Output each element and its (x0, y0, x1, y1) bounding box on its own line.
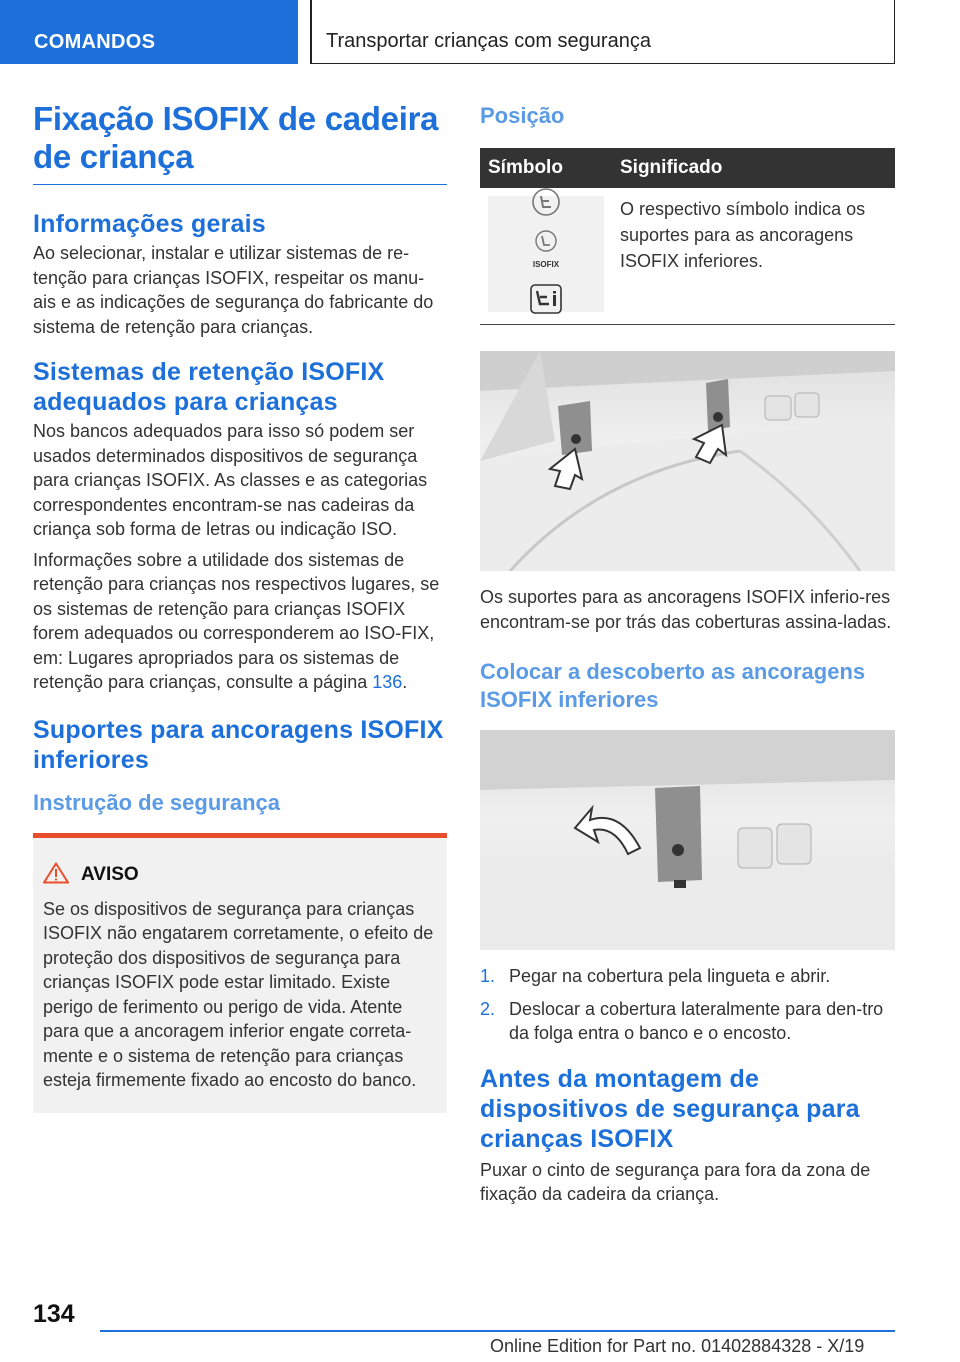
table-header-meaning: Significado (612, 148, 895, 188)
meaning-cell: O respectivo símbolo indica os suportes para as ancoragens ISOFIX inferiores. (612, 188, 895, 325)
right-column (480, 100, 895, 1207)
heading-uncover-anchors: Colocar a descoberto as ancoragens ISOFIX inferiores (480, 659, 866, 712)
symbol-table (480, 148, 895, 325)
warning-box (33, 833, 447, 1113)
heading-general-info: Informações gerais (33, 210, 266, 238)
symbol-cell (480, 188, 612, 325)
warning-label: AVISO (81, 864, 139, 885)
uncover-steps (480, 964, 895, 1046)
left-column (33, 100, 447, 1113)
isofix-systems-text-2-body: Informações sobre a utilidade dos sistemas de retenção para crianças nos respectivos lugares, se os sistemas de retenção para crianças ISOFIX forem adequados ou corresponderem ao ISO-FIX, em: Lugares apropriados para os sistemas de retenção para crianças, consulte a página (33, 549, 440, 692)
isofix-symbols (488, 196, 604, 312)
page-number: 134 (33, 1300, 75, 1328)
isofix-label-icon (533, 230, 559, 278)
before-installation-text: Puxar o cinto de segurança para fora da zona de fixação da cadeira da criança. (480, 1159, 871, 1204)
heading-position: Posição (480, 103, 565, 128)
section-tab: COMANDOS (0, 0, 298, 64)
warning-triangle-icon (43, 862, 69, 889)
page-reference-link[interactable]: 136 (372, 672, 403, 692)
isofix-icon-text: ISOFIX (532, 260, 560, 269)
isofix-systems-text-1: Nos bancos adequados para isso só podem ser usados determinados dispositivos de segurança para crianças ISOFIX. As classes e as categorias correspondentes encontram-se nas cadeiras da criança sob forma de letras ou indicação ISO. (33, 421, 428, 539)
isofix-systems-text-2: Informações sobre a utilidade dos sistemas de retenção para crianças nos respectivos lugares, se os sistemas de retenção para crianças ISOFIX forem adequados ou corresponderem ao ISO-FIX, em: Lugares apropriados para os sistemas de retenção para crianças, consulte a página 136. (33, 549, 440, 692)
page-title: Fixação ISOFIX de cadeira de criança (33, 100, 447, 185)
list-item: 2. Deslocar a cobertura lateralmente para den-tro da folga entra o banco e o encosto. (480, 998, 884, 1043)
warning-header (43, 862, 435, 889)
heading-isofix-systems: Sistemas de retenção ISOFIX adequados para crianças (33, 358, 385, 416)
warning-text: Se os dispositivos de segurança para crianças ISOFIX não engatarem corretamente, o efeito de proteção dos dispositivos de segurança para crianças ISOFIX pode estar limitado. Existe perigo de ferimento ou perigo de vida. Atente para que a ancoragem inferior engate correta-mente e o sistema de retenção para crianças esteja firmemente fixado ao encosto do banco. (43, 898, 434, 1090)
list-item: 1. Pegar na cobertura pela lingueta e abrir. (480, 966, 831, 986)
edition-note: Online Edition for Part no. 01402884328 - X/19 (490, 1336, 865, 1356)
heading-before-installation: Antes da montagem de dispositivos de segurança para crianças ISOFIX (480, 1064, 860, 1153)
cover-open-photo (480, 730, 895, 950)
seat-anchor-photo (480, 351, 895, 571)
table-row (480, 188, 895, 325)
child-seat-circle-icon (531, 187, 561, 224)
table-header-symbol: Símbolo (480, 148, 612, 188)
heading-safety-instruction: Instrução de segurança (33, 789, 280, 815)
chapter-title: Transportar crianças com segurança (312, 0, 895, 64)
child-seat-info-icon (530, 284, 562, 321)
photo-caption-1: Os suportes para as ancoragens ISOFIX inferio-res encontram-se por trás das coberturas assina-ladas. (480, 587, 892, 632)
heading-lower-anchor-supports: Suportes para ancoragens ISOFIX inferiores (33, 715, 444, 774)
general-info-text: Ao selecionar, instalar e utilizar sistemas de re-tenção para crianças ISOFIX, respeitar os manu-ais e as indicações de segurança do fabricante do sistema de retenção para crianças. (33, 243, 434, 337)
page-header (0, 0, 960, 66)
footer-divider (100, 1330, 895, 1332)
